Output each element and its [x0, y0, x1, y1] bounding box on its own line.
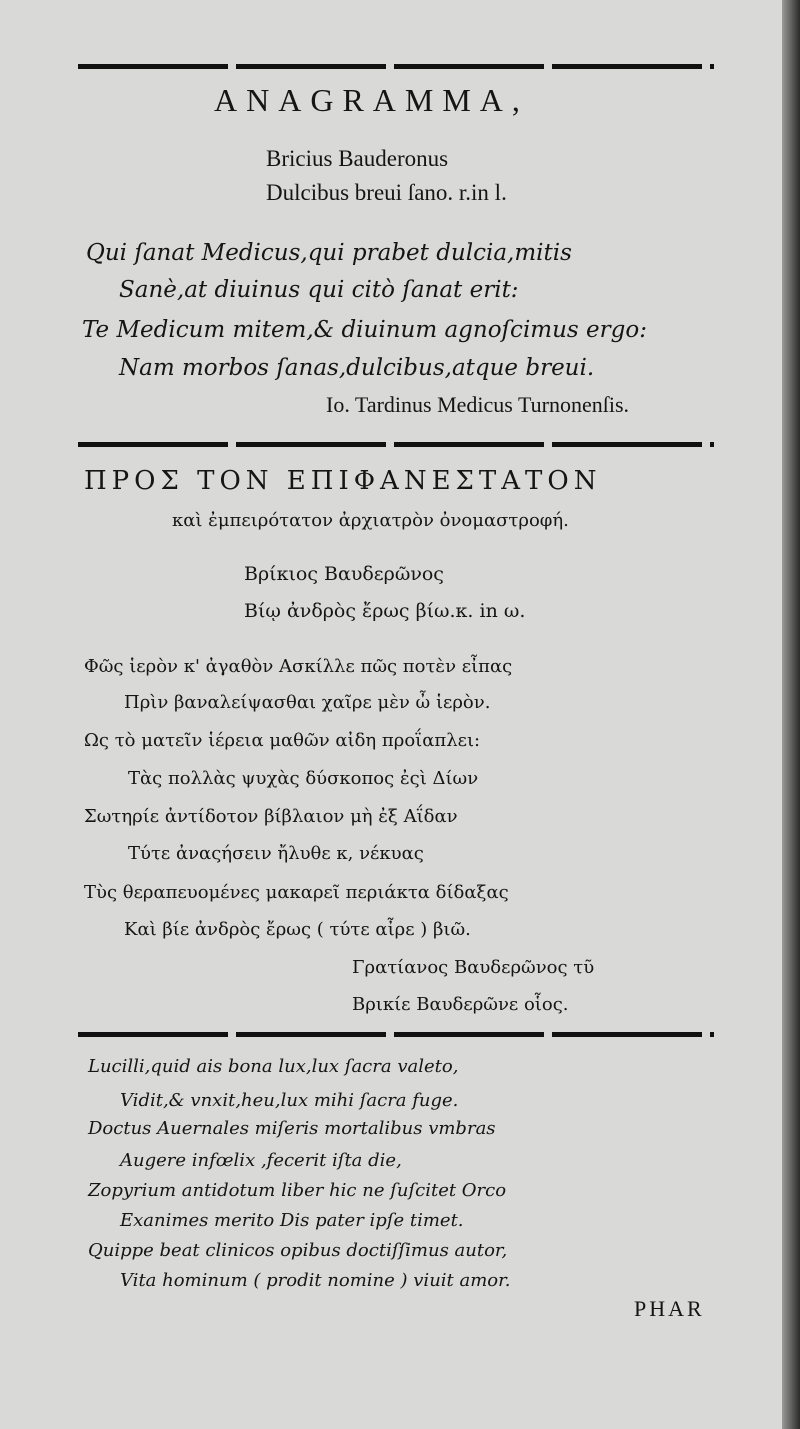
greek-verse-5: Σωτηρίε ἀντίδοτον βίβλαιον μὴ ἐξ Αΐδαν	[84, 806, 458, 827]
greek-subheading: καὶ ἐμπειρότατον ἀρχιατρὸν ὀνομαστροφή.	[172, 510, 569, 531]
catchword: PHAR	[634, 1296, 705, 1321]
anagram-result: Dulcibus breui ſano. r.in l.	[266, 180, 507, 205]
anagram-verse-1: Qui ſanat Medicus,qui prabet dulcia,mitis	[86, 240, 572, 266]
greek-verse-1: Φῶς ἱερὸν κ' ἀγαθὸν Ασκίλλε πῶς ποτὲν εἶπας	[84, 656, 513, 677]
latin-verse-3: Doctus Auernales miſeris mortalibus vmbras	[88, 1118, 496, 1139]
anagram-signature: Io. Tardinus Medicus Turnonenſis.	[326, 392, 630, 417]
latin-verse-7: Quippe beat clinicos opibus doctiſſimus autor,	[88, 1240, 508, 1261]
latin-verse-4: Augere infœlix ,fecerit iſta die,	[120, 1150, 402, 1171]
latin-verse-2: Vidit,& vnxit,heu,lux mihi ſacra fuge.	[120, 1090, 459, 1111]
top-rule	[78, 64, 714, 69]
greek-verse-2: Πρὶν βαναλείψασθαι χαῖρε μὲν ὦ ἱερὸν.	[124, 692, 491, 713]
middle-rule-2	[78, 1032, 714, 1037]
greek-verse-4: Τὰς πολλὰς ψυχὰς δύσκοπος ἐςὶ Δίων	[128, 768, 479, 789]
anagram-verse-2: Sanè,at diuinus qui citò ſanat erit:	[119, 277, 519, 303]
anagram-name: Bricius Bauderonus	[266, 146, 449, 171]
anagram-verse-3: Te Medicum mitem,& diuinum agnoſcimus ergo:	[82, 317, 647, 343]
greek-signature-2: Βρικίε Βαυδερῶνε οἷος.	[352, 994, 569, 1015]
middle-rule-1	[78, 442, 714, 447]
greek-name: Βρίκιος Βαυδερῶνος	[244, 563, 444, 585]
latin-verse-5: Zopyrium antidotum liber hic ne ſuſcitet Orco	[88, 1180, 507, 1201]
latin-verse-1: Lucilli,quid ais bona lux,lux ſacra valeto,	[88, 1056, 459, 1077]
latin-verse-8: Vita hominum ( prodit nomine ) viuit amor.	[120, 1270, 511, 1291]
greek-anagram: Βίῳ ἀνδρὸς ἔρως βίω.κ. in ω.	[244, 600, 526, 622]
greek-verse-8: Καὶ βίε ἀνδρὸς ἔρως ( τύτε αἶρε ) βιῶ.	[124, 919, 471, 940]
greek-verse-3: Ως τὸ ματεῖν ἱέρεια μαθῶν αἰδη προΐαπλει:	[84, 730, 481, 751]
anagram-title: ANAGRAMMA,	[214, 82, 529, 118]
anagram-verse-4: Nam morbos ſanas,dulcibus,atque breui.	[119, 355, 595, 381]
greek-signature-1: Γρατίανος Βαυδερῶνος τῦ	[352, 957, 595, 978]
greek-verse-6: Τύτε ἀναςήσειν ἤλυθε κ, νέκυας	[128, 843, 424, 864]
greek-heading: ΠΡΟΣ ΤΟΝ ΕΠΙΦΑΝΕΣΤΑΤΟΝ	[84, 466, 602, 496]
latin-verse-6: Exanimes merito Dis pater ipſe timet.	[120, 1210, 464, 1231]
greek-verse-7: Τὺς θεραπευομένες μακαρεῖ περιάκτα δίδαξας	[84, 882, 509, 903]
page-edge-shadow	[782, 0, 800, 1429]
